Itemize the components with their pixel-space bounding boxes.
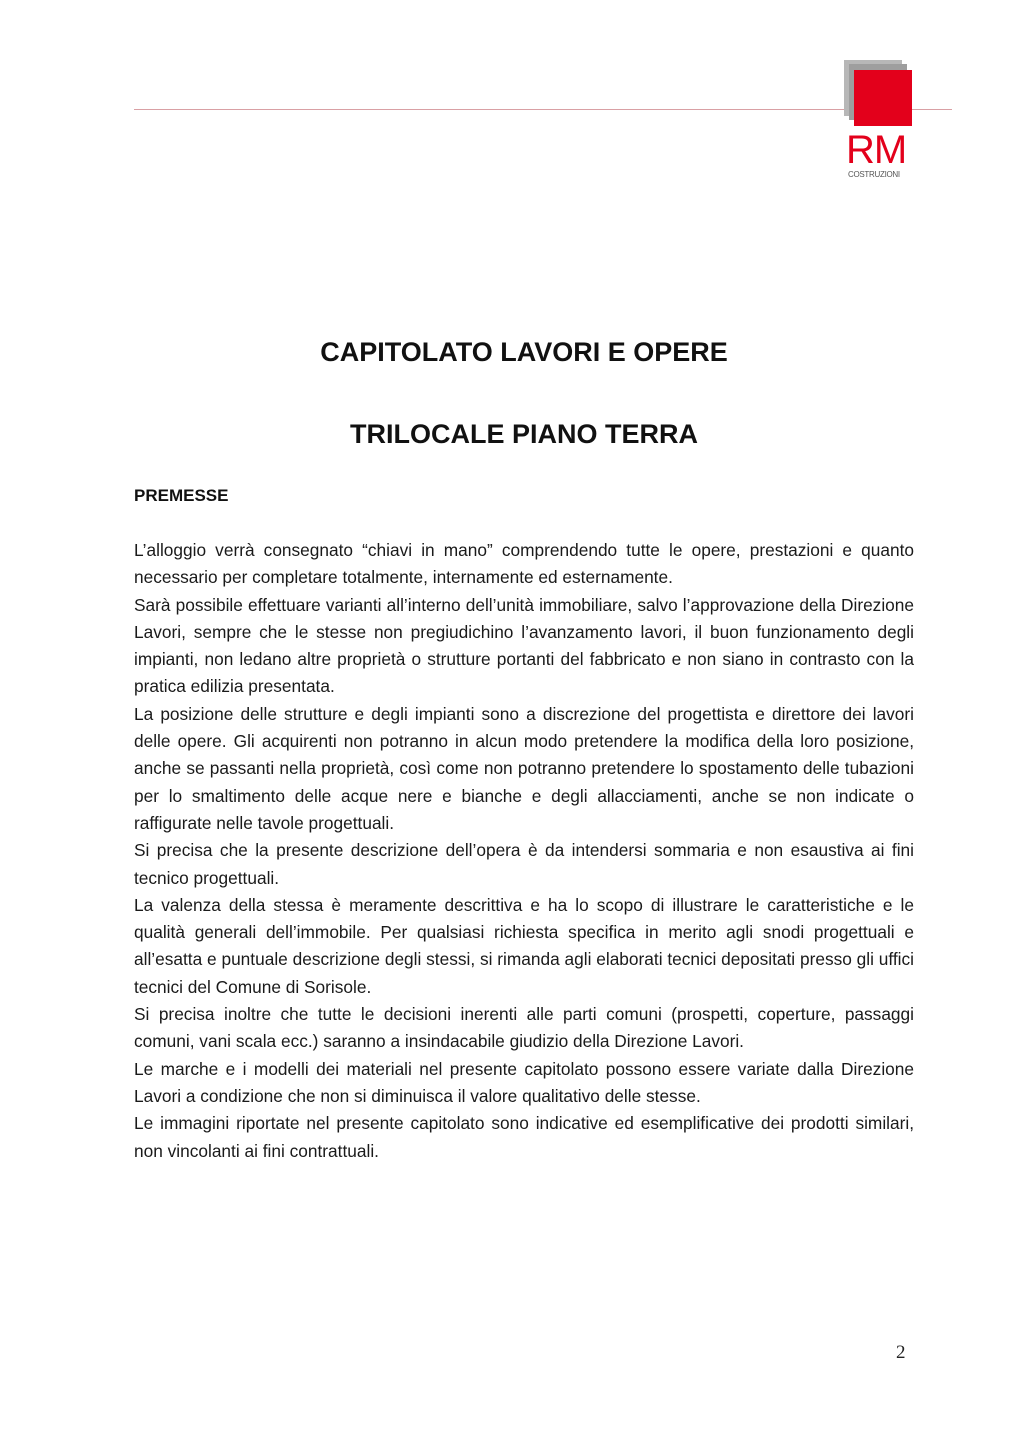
paragraph: La posizione delle strutture e degli impianti sono a discrezione del progettista e direttore dei lavori delle opere. Gli acquirenti non potranno in alcun modo pretendere la modifica della loro posizione, anche se passanti nella proprietà, così come non potranno pretendere lo spostamento delle tubazioni per lo smaltimento delle acque nere e bianche e degli allacciamenti, anche se non indicate o raffigurate nelle tavole progettuali. (134, 703, 914, 833)
paragraph: Si precisa che la presente descrizione dell’opera è da intendersi sommaria e non esaustiva ai fini tecnico progettuali. (134, 840, 914, 888)
document-title: CAPITOLATO LAVORI E OPERE (320, 337, 728, 367)
section-heading: PREMESSE (134, 486, 229, 505)
paragraph: Sarà possibile effettuare varianti all’interno dell’unità immobiliare, salvo l’approvazione della Direzione Lavori, sempre che le stesse non pregiudichino l’avanzamento lavori, il buon funzionamento degli impianti, non ledano altre proprietà o strutture portanti del fabbricato e non siano in contrasto con la pratica edilizia presentata. (134, 594, 914, 697)
paragraph: Si precisa inoltre che tutte le decisioni inerenti alle parti comuni (prospetti, coperture, passaggi comuni, vani scala ecc.) saranno a insindacabile giudizio della Direzione Lavori. (134, 1004, 914, 1052)
logo-letters: RM (846, 128, 907, 172)
paragraph: Le marche e i modelli dei materiali nel presente capitolato possono essere variate dalla Direzione Lavori a condizione che non si diminuisca il valore qualitativo delle stesse. (134, 1058, 914, 1106)
body-text (134, 537, 914, 1165)
paragraph: La valenza della stessa è meramente descrittiva e ha lo scopo di illustrare le caratteristiche e le qualità generali dell’immobile. Per qualsiasi richiesta specifica in merito agli snodi progettuali e all’esatta e puntuale descrizione degli stessi, si rimanda agli elaborati tecnici depositati presso gli uffici tecnici del Comune di Sorisole. (134, 894, 914, 997)
logo-square-front (854, 70, 912, 126)
header-rule (134, 109, 952, 110)
paragraph: L’alloggio verrà consegnato “chiavi in mano” comprendendo tutte le opere, prestazioni e quanto necessario per completare totalmente, internamente ed esternamente. (134, 540, 914, 588)
logo-tagline: COSTRUZIONI (848, 170, 900, 179)
paragraph: Le immagini riportate nel presente capitolato sono indicative ed esemplificative dei prodotti similari, non vincolanti ai fini contrattuali. (134, 1113, 914, 1161)
company-logo (840, 60, 920, 180)
document-subtitle: TRILOCALE PIANO TERRA (350, 419, 698, 449)
page-number: 2 (896, 1342, 906, 1363)
